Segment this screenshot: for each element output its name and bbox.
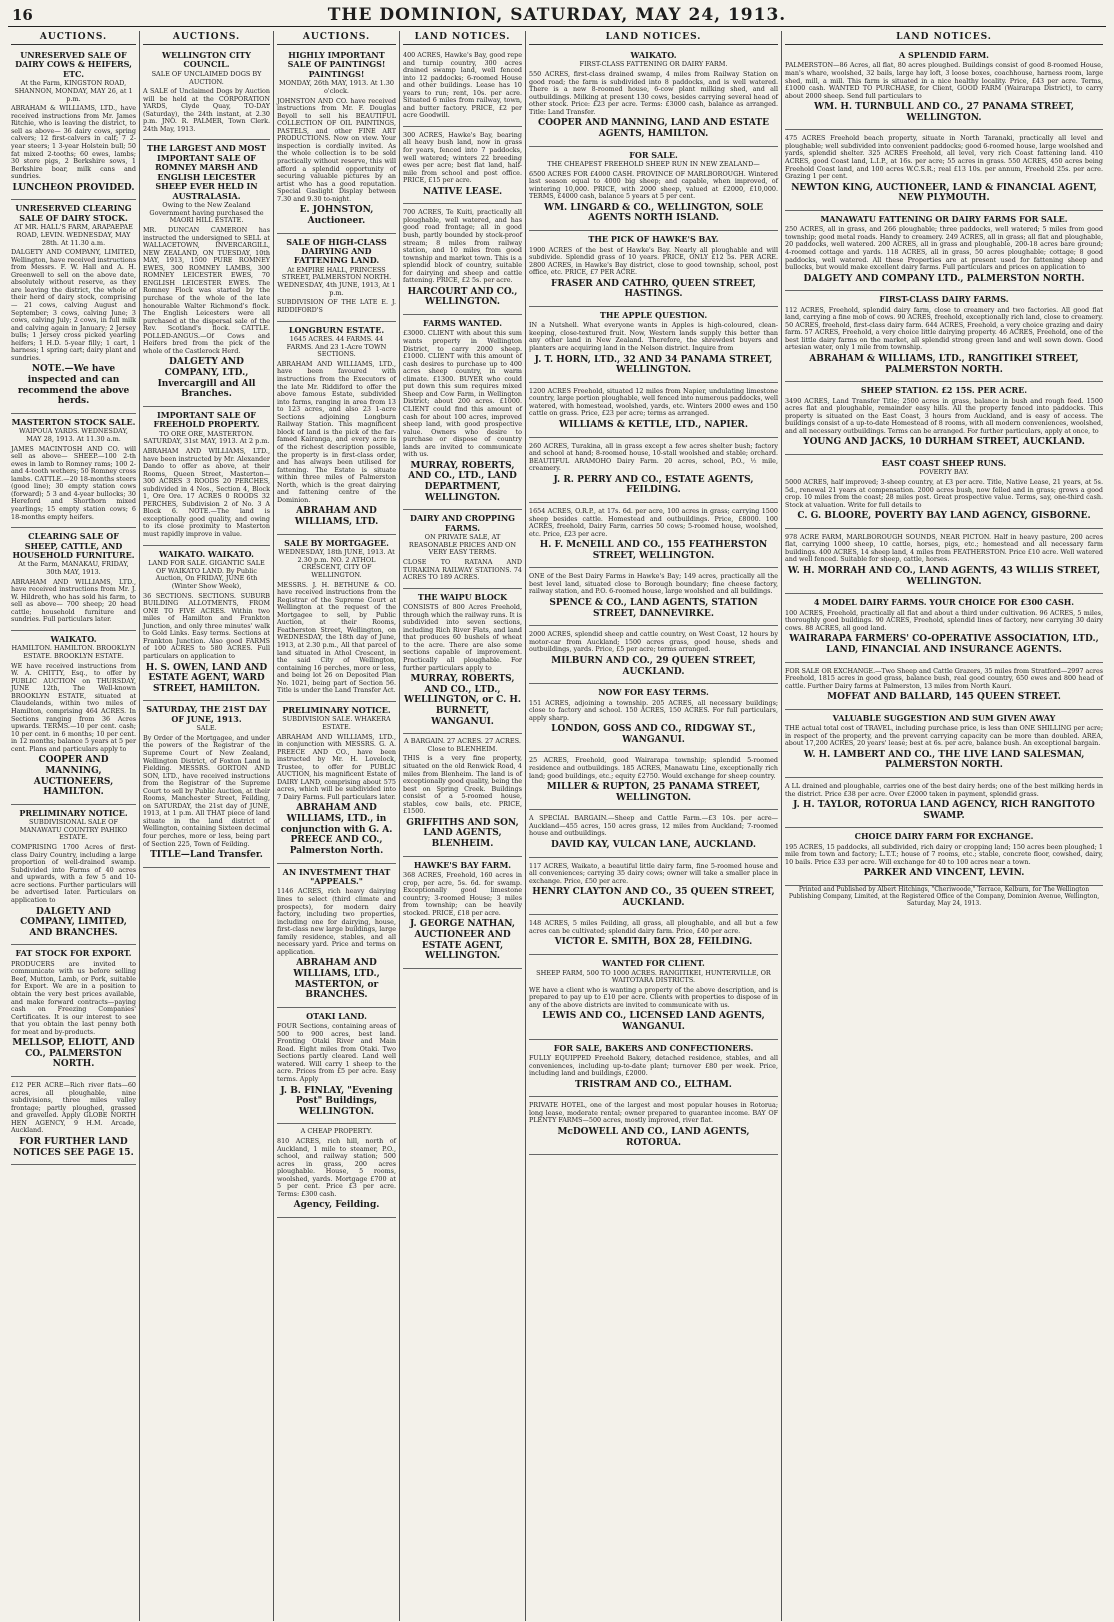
ad-heading: FOR SALE.	[629, 149, 678, 160]
advertisement	[529, 47, 778, 147]
ad-heading: DAIRY AND CROPPING FARMS.	[410, 513, 515, 533]
ad-subheading: ON PRIVATE SALE, AT REASONABLE PRICES AND ON VERY EASY TERMS.	[408, 533, 517, 557]
ad-heading: SATURDAY, THE 21ST DAY OF JUNE, 1913.	[146, 704, 267, 724]
ad-heading: VALUABLE SUGGESTION AND SUM GIVEN AWAY	[832, 712, 1056, 723]
advertisement	[277, 234, 396, 322]
advertisement	[529, 810, 778, 857]
advertisement	[277, 864, 396, 1008]
ad-heading: WANTED FOR CLIENT.	[602, 958, 705, 969]
page-number: 16	[12, 6, 33, 24]
advertisement	[785, 291, 1103, 382]
ad-body-text: 36 SECTIONS. SECTIONS. SUBURB BUILDING ALLOTMENTS, FROM ONE TO FIVE ACRES. Within two miles of Hamilton and Frankton Junction, and only three minutes' walk to Gold Links. Easy terms. Sections at Frankton Junction. Also good FARMS of 100 ACRES to 580 ACRES. Full particulars on application to	[143, 591, 270, 660]
ad-agent-name: ABRAHAM AND WILLIAMS, LTD.	[294, 506, 379, 527]
advertisement	[785, 778, 1103, 828]
ad-agent-name: H. S. OWEN, LAND AND ESTATE AGENT, WARD STREET, HAMILTON.	[145, 662, 268, 694]
ad-agent-name: MOFFAT AND BALLARD, 145 QUEEN STREET.	[827, 692, 1061, 703]
ad-body-text: 148 ACRES, 5 miles Feilding, all grass, all ploughable, and all but a few acres can be cultivated; splendid dairy farm. Price, £40 per acre.	[529, 919, 778, 935]
publisher-imprint: Printed and Published by Albert Hitchings, "Cheriwoode," Terrace, Kelburn, for The Wellington Publishing Company, Limited, at the Registered Office of the Company, Dominion Avenue, Wellington, Saturday, May 24, 1913.	[788, 886, 1100, 908]
advertisement	[143, 546, 270, 702]
ad-subheading: SHEEP FARM, 500 TO 1000 ACRES. RANGITIKEI, HUNTERVILLE, OR WAITOTARA DISTRICTS.	[536, 968, 771, 985]
ad-agent-name: H. F. McNEILL AND CO., 155 FEATHERSTON STREET, WELLINGTON.	[539, 540, 768, 561]
ad-heading: WAIKATO.	[630, 50, 677, 60]
ad-agent-name: ABRAHAM AND WILLIAMS, LTD., in conjunction with G. A. PREECE AND CO., Palmerston North.	[280, 803, 393, 856]
ad-agent-name: COOPER AND MANNING, AUCTIONEERS, HAMILTON.	[33, 755, 114, 798]
advertisement	[277, 1124, 396, 1218]
ad-heading: PRELIMINARY NOTICE.	[19, 807, 128, 818]
ad-body-text: 151 ACRES, adjoining a township. 205 ACRES, all necessary buildings; close to factory and school. 150 ACRES, 150 ACRES. For full particulars, apply sharp.	[529, 698, 778, 722]
advertisement	[529, 1097, 778, 1155]
advertisement	[785, 47, 1103, 130]
ad-body-text: JAMES MACINTOSH AND CO. will sell as above— SHEEP.—100 2-th ewes in lamb to Romney rams; 100 2-and 4-tooth wethers; 50 Romney cross lambs. CATTLE.—20 18-months steers (good line); 30 empty station cows (forward); 5 3 and 4-year bullocks; 30 Hereford and Shorthorn mixed yearlings; 15 empty station cows; 6 18-months empty heifers.	[11, 444, 136, 521]
ad-subheading: A CHEAP PROPERTY.	[300, 1127, 373, 1136]
advertisement	[11, 47, 136, 200]
ad-subheading: At the Farm, MANAKAU, FRIDAY, 30th MAY, 1913.	[18, 560, 129, 577]
ad-agent-name: WM. H. TURNBULL AND CO., 27 PANAMA STREET, WELLINGTON.	[814, 102, 1074, 123]
ad-body-text: ABRAHAM & WILLIAMS, LTD., have received instructions from Mr. James Ritchie, who is leaving the district, to sell as above— 36 dairy cows, spring calvers; 12 first-calvers in calf; 7 2-year steers; 1 3-year Holstein bull; 50 fat mixed 2-tooths; 60 ewes, lambs; 30 store pigs, 2 Berkshire sows, 1 Berkshire boar, milk cans and sundries.	[11, 104, 136, 181]
advertisement	[11, 1077, 136, 1165]
ad-body-text: 1200 ACRES Freehold, situated 12 miles from Napier, undulating limestone country, large portion ploughable, well fenced into numerous paddocks, well watered, with homestead, woolshed, yards, etc. Winters 2000 ewes and 150 cattle on grass. Price, £23 per acre; terms as arranged.	[529, 386, 778, 418]
advertisement	[11, 945, 136, 1077]
ad-agent-name: LEWIS AND CO., LICENSED LAND AGENTS, WANGANUI.	[542, 1011, 765, 1033]
advertisement	[785, 382, 1103, 455]
ad-agent-name: NEWTON KING, AUCTIONEER, LAND & FINANCIAL AGENT, NEW PLYMOUTH.	[791, 182, 1097, 204]
ad-body-text: DALGETY AND COMPANY, LIMITED, Wellington, have received instructions from Messrs. F. W. Hall and A. H. Greenwell to sell on the above date, absolutely without reserve, as they are leaving the district, the whole of their herd of dairy stock, comprising— 21 cows, calving August and September; 3 cows, calving June; 3 cows, calving July; 2 cows, in full milk and calving again in January; 2 Jersey bulls; 1 Jersey cross picked yearling heifers; 1 H.D. 5-year filly; 1 cart, 1 harness; 1 spring cart; dairy plant and sundries.	[11, 248, 136, 362]
ad-agent-name: FOR FURTHER LAND NOTICES SEE PAGE 15.	[13, 1136, 134, 1158]
ad-body-text: 1146 ACRES, rich heavy dairying lines to select (third climate and prospects), for modern dairy factory, including two properties, including one for dairying, house, first-class new large buildings, large family residence, stables, and all necessary yard. Price and terms on application.	[277, 887, 396, 956]
ad-agent-name: GRIFFITHS AND SON, LAND AGENTS, BLENHEIM.	[406, 817, 519, 850]
advertisement	[11, 631, 136, 805]
ad-body-text: ONE of the Best Dairy Farms in Hawke's Bay; 149 acres, practically all the best level land, situated close to Borough boundary; fine cheese factory, railway station, and P.O. 6-roomed house, large woolshed and all buildings.	[529, 572, 778, 596]
ad-body-text: FULLY EQUIPPED Freehold Bakery, detached residence, stables, and all conveniences, including up-to-date plant; turnover £80 per week. Price, including land and buildings, £2000.	[529, 1054, 778, 1078]
ad-body-text: FOR SALE OR EXCHANGE.—Two Sheep and Cattle Grazers, 35 miles from Stratford—2997 acres Freehold, 1815 acres in good grass, balance bush, real good country, 650 ewes and 800 head of cattle. Further Dairy farms at Palmerston, 13 miles from North Kauri.	[785, 666, 1104, 690]
column-6	[782, 31, 1106, 1621]
advertisement	[785, 663, 1103, 710]
advertisement	[785, 455, 1103, 529]
advertisement	[529, 626, 778, 684]
ad-agent-name: J. R. PERRY AND CO., ESTATE AGENTS, FEILDING.	[553, 474, 754, 496]
advertisement	[529, 147, 778, 232]
ad-agent-name: DALGETY AND COMPANY, LTD., Invercargill and All Branches.	[157, 357, 256, 400]
advertisement	[529, 383, 778, 438]
advertisement	[785, 594, 1103, 662]
ad-subheading: SALE OF UNCLAIMED DOGS BY AUCTION.	[151, 69, 262, 86]
advertisement	[529, 858, 778, 916]
ad-agent-name: E. JOHNSTON, Auctioneer.	[299, 205, 374, 226]
ad-body-text: 250 ACRES, all in grass, and 266 ploughable; three paddocks, well watered; 5 miles from good township; good metal roads. Handy to creamery. 249 ACRES, all in grass; all flat and ploughable, 20 paddocks, well watered. 200 ACRES, all in grass and ploughable, 200-18 acres bare ground; 4-roomed cottage and yards. 118 ACRES, all in grass, 50 acres ploughable; cottage; 8 good paddocks, well watered. All these Properties are at present used for fattening sheep and bullocks, but would make excellent dairy farms. Full particulars and prices on application to	[785, 225, 1103, 272]
advertisement	[403, 589, 522, 734]
ad-heading: FOR SALE, BAKERS AND CONFECTIONERS.	[553, 1042, 754, 1053]
ad-heading: FARMS WANTED.	[423, 318, 502, 329]
ad-subheading: SUBDIVISION SALE. WHAKERA ESTATE.	[282, 715, 391, 731]
ad-heading: SHEEP STATION. £2 15S. PER ACRE.	[860, 385, 1028, 396]
column-1	[8, 31, 140, 1621]
ad-heading: SALE OF HIGH-CLASS DAIRYING AND FATTENING LAND.	[286, 236, 387, 266]
ad-body-text: 25 ACRES, Freehold, good Wairarapa township; splendid 5-roomed residence and outbuildings. 185 ACRES, Manawatu Line, exceptionally rich land; good buildings, etc.; equity £2750. Would exchange for sheep country.	[529, 756, 778, 780]
column-heading: AUCTIONS.	[143, 31, 270, 45]
ad-body-text: 1654 ACRES, O.R.P., at 17s. 6d. per acre, 100 acres in grass; carrying 1500 sheep besides cattle. Homestead and outbuildings. Price, £8000. 100 ACRES, freehold, Dairy Farm, carries 50 cows; 5-roomed house, woolshed, etc. Price, £23 per acre.	[529, 506, 778, 538]
ad-agent-name: MILLER & RUPTON, 25 PANAMA STREET, WELLINGTON.	[546, 782, 761, 803]
advertisement	[529, 915, 778, 955]
ad-agent-name: LONDON, GOSS AND CO., RIDGWAY ST., WANGANUI.	[551, 724, 756, 745]
ad-agent-name: MURRAY, ROBERTS, AND CO., LTD., LAND DEPARTMENT, WELLINGTON.	[408, 460, 517, 503]
ad-heading: UNRESERVED SALE OF DAIRY COWS & HEIFERS, ETC.	[15, 50, 132, 79]
ad-body-text: 260 ACRES, Turakina, all in grass except a few acres shelter bush; factory and school at hand; 8-roomed house, 10-stall woolshed and stable; orchard. BEAUTIFUL ARAMOHO Dairy Farm. 20 acres, school, P.O., ½ mile, creamery.	[529, 441, 778, 473]
advertisement	[11, 414, 136, 528]
ad-agent-name: J. H. TAYLOR, ROTORUA LAND AGENCY, RICH RANGITOTO SWAMP.	[793, 800, 1095, 821]
ad-subheading: SALE.	[196, 724, 217, 733]
ad-agent-name: DALGETY AND COMPANY LTD., PALMERSTON NORTH.	[803, 273, 1085, 284]
ad-body-text: PRIVATE HOTEL, one of the largest and most popular houses in Rotorua; long lease, moderate rental; owner prepared to guarantee income. BAY OF PLENTY FARMS—500 acres, mostly improved, river flat.	[529, 1101, 778, 1125]
ad-heading: UNRESERVED CLEARING SALE OF DAIRY STOCK.	[15, 203, 132, 223]
ad-body-text: PRODUCERS are invited to communicate with us before selling Beef, Mutton, Lamb, or Pork, suitable for Export. We are in a position to obtain the very best prices available, and make forward contracts—paying cash on Freezing Companies' Certificates. It is our interest to see that you obtain the last penny both for meat and by-products.	[11, 959, 136, 1036]
advertisement	[403, 47, 522, 127]
ad-heading: LONGBURN ESTATE.	[288, 324, 385, 335]
ad-subheading: FIRST-CLASS FATTENING OR DAIRY FARM.	[579, 60, 728, 69]
ad-heading: AN INVESTMENT THAT "APPEALS."	[282, 866, 391, 886]
ad-body-text: 1900 ACRES of the best of Hawke's Bay. Nearly all ploughable and will subdivide. Splendid grass of 10 years. PRICE, ONLY £12 5s. PER ACRE. 2800 ACRES, in Hawke's Bay district, close to good township, school, post office, etc. PRICE, £7 PER ACRE.	[529, 245, 778, 277]
ad-body-text: 3490 ACRES, Land Transfer Title; 2500 acres in grass, balance in bush and rough feed. 1500 acres flat and ploughable, remainder easy hills. All the property fenced into paddocks. This property is situated on the East Coast, 3 hours from Auckland, and is easy of access. The buildings consist of a up-to-date Homestead of 8 rooms, with all modern conveniences, woolshed, and all necessary outbuildings. Terms can be arranged. For further particulars, apply at once, to	[785, 396, 1103, 435]
advertisement	[277, 1008, 396, 1125]
column-heading: LAND NOTICES.	[529, 31, 778, 45]
ad-subheading: HAMILTON. HAMILTON. BROOKLYN ESTATE. BROOKLYN ESTATE.	[11, 644, 136, 661]
ad-agent-name: NOTE.—We have inspected and can recommend the above herds.	[17, 364, 130, 407]
advertisement	[529, 955, 778, 1040]
ad-heading: PRELIMINARY NOTICE.	[282, 704, 391, 715]
ad-body-text: THIS is a very fine property, situated on the old Renwick Road, 4 miles from Blenheim. The land is of exceptionally good quality, being the best on Spring Creek. Buildings consist of a 5-roomed house, stables, cow bails, etc. PRICE, £1500.	[403, 754, 522, 816]
ad-subheading: At EMPIRE HALL, PRINCESS STREET, PALMERSTON NORTH. WEDNESDAY, 4th JUNE, 1913, At 1 p.m.	[277, 265, 396, 297]
ad-heading: MASTERTON STOCK SALE.	[11, 416, 136, 427]
advertisement	[403, 127, 522, 204]
ad-body-text: IN a Nutshell. What everyone wants in Apples is high-coloured, clean-keeping, close-textured fruit. Now, Western lands supply this better than any other land in New Zealand. Therefore, the shrewdest buyers and planters are acquiring land in the Nelson district. Inquire from	[529, 321, 778, 353]
ad-body-text: £3000. CLIENT with about this sum wants property in Wellington District, to carry 2000 sheep. £1000. CLIENT with this amount of cash desires to purchase up to 400 acres sheep country, in warm climate. £1300. BUYER who could put down this sum requires mixed Sheep and Cow Farm, in Wellington District; about 200 acres. £1000. CLIENT could find this amount of cash for about 100 acres, improved sheep land, with good prospective value. Owners who desire to purchase or dispose of country lands are invited to communicate with us.	[403, 329, 522, 459]
advertisement	[277, 322, 396, 535]
advertisement	[11, 805, 136, 946]
ad-heading: WELLINGTON CITY COUNCIL.	[161, 50, 251, 70]
ad-heading: SALE BY MORTGAGEE.	[284, 537, 389, 548]
ad-body-text: 700 ACRES, Te Kuiti, practically all ploughable, well watered, and has good road frontage; all in good bush, partly bounded by stock-proof stream; 8 miles from railway station, and 10 miles from good township and market town. This is a splendid block of country, suitable for dairying and sheep and cattle fattening. PRICE, £2 5s. per acre.	[403, 208, 522, 285]
advertisement	[403, 734, 522, 857]
ad-subheading: POVERTY BAY.	[919, 468, 969, 477]
advertisement	[143, 140, 270, 406]
advertisement	[143, 407, 270, 546]
ad-subheading: WAIPOUA YARDS. WEDNESDAY, MAY 28, 1913. At 11.30 a.m.	[19, 427, 128, 443]
ad-body-text: ABRAHAM AND WILLIAMS, LTD., in conjunction with MESSRS. G. A. PREECE AND CO., have been instructed by Mr. H. Lovelock, Trustee, to offer for PUBLIC AUCTION, his magnificent Estate of DAIRY LAND, comprising about 575 acres, which will be subdivided into 7 Dairy Farms. Full particulars later.	[277, 732, 396, 801]
ad-body-text: A SPECIAL BARGAIN.—Sheep and Cattle Farm.—£3 10s. per acre—Auckland—455 acres, 150 acres grass, 12 miles from Auckland; 7-roomed house and outbuildings.	[529, 814, 778, 838]
ad-subheading: At the Farm, KINGSTON ROAD, SHANNON, MONDAY, MAY 26, at 1 p.m.	[14, 79, 133, 103]
ad-body-text: WE have a client who is wanting a property of the above description, and is prepared to pay up to £10 per acre. Clients with properties to dispose of in any of the above districts are invited to communicate with us.	[529, 985, 778, 1009]
ad-subheading: 1645 ACRES. 44 FARMS. 44 FARMS. And 23 1-Acre TOWN SECTIONS.	[286, 334, 387, 359]
ad-subheading: Owing to the New Zealand Government having purchased the MAORI HILL ESTATE.	[149, 201, 264, 225]
ad-body-text: ABRAHAM AND WILLIAMS, LTD., have been favoured with instructions from the Executors of the late Mr. Riddiford to offer the above famous Estate, subdivided into farms, ranging in area from 13 to 123 acres, and also 23 1-acre Sections adjoining Longburn Railway Station. This magnificent block of land is the pick of the far-famed Kairanga, and every acre is of the richest description possible, the property is in first-class order, and has always been utilised for fattening. The Estate is situate within three miles of Palmerston North, which is the great dairying and fattening centre of the Dominion.	[277, 359, 396, 504]
advertisement	[529, 568, 778, 626]
ad-agent-name: ABRAHAM & WILLIAMS, LTD., RANGITIKEI STREET, PALMERSTON NORTH.	[809, 353, 1079, 375]
advertisement	[529, 307, 778, 383]
ad-body-text: PALMERSTON—86 Acres, all flat, 80 acres ploughed. Buildings consist of good 8-roomed House, man's whare, woolshed, 32 bails, large hay loft, 3 loose boxes, coachhouse, harness room, large shed, mill, a mill. This farm is situated in a nice healthy locality. Price, £43 per acre. Terms, £1000 cash. WANTED TO PURCHASE, for Client, GOOD FARM (Wairarapa District), to carry about 2000 sheep. Send full particulars to	[785, 61, 1103, 100]
ad-heading: THE PICK OF HAWKE'S BAY.	[588, 234, 719, 245]
ad-heading: WAIKATO.	[50, 633, 97, 644]
ad-body-text: CLOSE TO RATANA AND TURAKINA RAILWAY STATIONS. 74 ACRES TO 189 ACRES.	[403, 558, 522, 582]
ad-agent-name: HENRY CLAYTON AND CO., 35 QUEEN STREET, AUCKLAND.	[532, 887, 775, 908]
ad-body-text: 550 ACRES, first-class drained swamp, 4 miles from Railway Station on good road; the farm is subdivided into 8 paddocks, and is well watered. There is a new 8-roomed house, 6-cow plant milking shed, and all outbuildings. Milking at present 130 cows, besides carrying several head of other stock. Price: £23 per acre. Terms: £3000 cash, balance as arranged. Title: Land Transfer.	[529, 70, 778, 116]
advertisement	[785, 529, 1103, 594]
ad-subheading: WEDNESDAY, 18th JUNE, 1913. At 2.30 p.m. NO. 2 ATHOL CRESCENT, CITY OF WELLINGTON.	[278, 547, 395, 579]
ad-agent-name: YOUNG AND JACKS, 10 DURHAM STREET, AUCKLAND.	[803, 437, 1085, 448]
ad-heading: 4 MODEL DAIRY FARMS. YOUR CHOICE FOR £300 CASH.	[813, 597, 1075, 608]
advertisement	[11, 528, 136, 631]
column-heading: AUCTIONS.	[11, 31, 136, 45]
advertisement	[529, 438, 778, 503]
ad-body-text: By Order of the Mortgagee, and under the powers of the Registrar of the Supreme Court of New Zealand, Wellington District, of Foxton Land in Fielding. MESSRS. GORTON AND SON, LTD., have received instructions from the Registrar of the Supreme Court to sell by Public Auction, at their Rooms, Manchester Street, Feilding, on SATURDAY, the 21st day of JUNE, 1913, at 1 p.m. All THAT piece of land situate in the land district of Wellington, containing Sixteen decimal four perches, more or less, being part of Section 225, Town of Feilding.	[143, 733, 270, 848]
ad-body-text: 978 ACRE FARM, MARLBOROUGH SOUNDS, NEAR PICTON. Half in heavy pasture, 200 acres flat, carrying 1000 sheep, 10 cattle, horses, pigs, etc.; homestead and all necessary farm buildings. 400 ACRES, 14 sheep land, 4 miles from FEATHERSTON. Price £10 acre. Well watered and well fenced. Suitable for sheep, cattle, horses.	[785, 532, 1103, 564]
ad-heading: IMPORTANT SALE OF FREEHOLD PROPERTY.	[153, 409, 260, 430]
advertisement	[403, 510, 522, 588]
ad-body-text: A LL drained and ploughable, carries one of the best dairy herds; one of the best milking herds in the district. Price £38 per acre. Over £2000 taken in payment, splendid grass.	[785, 782, 1103, 798]
ad-agent-name: WAIRARAPA FARMERS' CO-OPERATIVE ASSOCIATION, LTD., LAND, FINANCIAL AND INSURANCE AGENTS.	[789, 634, 1099, 655]
ad-body-text: 475 ACRES Freehold beach property, situate in North Taranaki, practically all level and ploughable; well subdivided into convenient paddocks; good 6-roomed house, large woolshed and yards, splendid shelter. 325 ACRES Freehold, all level, very rich Coast fattening land. 410 ACRES, good Coast land, L.I.P., at 16s. per acre; 55 acres in grass. 550 ACRES, 450 acres being Freehold Coast land, and 100 acres W.C.S.R.; real £13 10s. per annum, Freehold 25s. per acre. Grazing 1 per cent.	[785, 134, 1103, 181]
column-heading: AUCTIONS.	[277, 31, 396, 45]
ad-subheading: AT MR. HALL'S FARM, ARAPAEPAE ROAD, LEVIN. WEDNESDAY, MAY 28th. At 11.30 a.m.	[14, 223, 133, 247]
advertisement	[403, 204, 522, 315]
ad-agent-name: SPENCE & CO., LAND AGENTS, STATION STREET, DANNEVIRKE.	[549, 598, 758, 619]
ad-subheading: SUBDIVISIONAL SALE OF MANAWATU COUNTRY PAHIKO ESTATE.	[19, 818, 128, 842]
ad-body-text: 400 ACRES, Hawke's Bay, good repe and turnip country, 300 acres drained swamp land, well fenced into 12 paddocks; 6-roomed House and other buildings. Lease has 10 years to run; rent, 10s. per acre. Situated 6 miles from railway, town, and butter factory. PRICE, £2 per acre Goodwill.	[403, 51, 522, 120]
ad-heading: OTAKI LAND.	[306, 1010, 367, 1021]
column-3	[274, 31, 400, 1621]
ad-agent-name: Agency, Feilding.	[293, 1200, 380, 1211]
advertisement	[785, 211, 1103, 291]
masthead	[8, 4, 1106, 27]
ad-agent-name: WILLIAMS & KETTLE, LTD., NAPIER.	[558, 419, 749, 430]
advertisement	[277, 535, 396, 702]
ad-subheading: THE CHEAPEST FREEHOLD SHEEP RUN IN NEW ZEALAND—	[547, 160, 760, 169]
ad-subheading: TO ORE ORE, MASTERTON. SATURDAY, 31st MAY, 1913. At 2 p.m.	[143, 429, 270, 446]
ad-agent-name: MELLSOP, ELIOTT, AND CO., PALMERSTON NORTH.	[12, 1038, 135, 1070]
advertisement	[403, 857, 522, 969]
ad-heading: MANAWATU FATTENING OR DAIRY FARMS FOR SALE.	[820, 213, 1068, 224]
advertisement	[785, 710, 1103, 778]
ad-agent-name: J. T. HORN, LTD., 32 AND 34 PANAMA STREET, WELLINGTON.	[534, 354, 773, 376]
ad-body-text: £12 PER ACRE—Rich river flats—60 acres, all ploughable, nine subdivisions, three miles valley frontage; partly ploughed, grassed and gravelled. Apply GLOBE NORTH HEN AGENCY, 9 H.M. Arcade, Auckland.	[11, 1081, 136, 1135]
advertisement	[529, 503, 778, 568]
ad-body-text: 368 ACRES, Freehold, 160 acres in crop, per acre, 5s. 6d. for swamp. Exceptionally good limestone country; 3-roomed House; 3 miles from township; can be heavily stocked. PRICE, £18 per acre.	[403, 871, 522, 917]
ad-agent-name: W. H. MORRAH AND CO., LAND AGENTS, 43 WILLIS STREET, WELLINGTON.	[787, 566, 1101, 587]
column-4	[400, 31, 526, 1621]
ad-body-text: 195 ACRES, 15 paddocks, all subdivided, rich dairy or cropping land; 150 acres been ploughed; 1 mile from town and factory; L.T.T.; house of 7 rooms, etc.; stable, concrete floor, cowshed, dairy, 10 bails. Price £33 per acre. Will exchange for 40 to 100 acres near a town.	[785, 842, 1103, 866]
ad-heading: EAST COAST SHEEP RUNS.	[881, 457, 1007, 468]
ad-body-text: MR. DUNCAN CAMERON has instructed the undersigned to SELL at WALLACETOWN, INVERCARGILL, NEW ZEALAND, ON TUESDAY, 10th MAY, 1913, 1500 PURE ROMNEY EWES, 300 ROMNEY LAMBS, 300 ROMNEY LEICESTER EWES, 70 ENGLISH LEICESTER EWES. The Romney Flock was started by the purchase of the whole of the late honourable Walter Richmond's flock. The English Leicesters were all purchased at the dispersal sale of the Rev. Scotland's flock. CATTLE. POLLED-ANGUS.—Of Cows and Heifers bred from the pick of the whole of the Castlerock Herd.	[143, 226, 270, 355]
ad-heading: CHOICE DAIRY FARM FOR EXCHANGE.	[854, 831, 1034, 842]
advertisement	[11, 200, 136, 413]
advertisement	[785, 130, 1103, 211]
ad-body-text: 5000 ACRES, half improved; 3-sheep country, at £3 per acre. Title, Native Lease, 21 years, at 5s. 5d., renewal 21 years at compensation. 2000 acres bush, now felled and in grass; grows a good crop. 10 miles from the coast; 28 miles post. Great prospective value. Terms, say, one-third cash. Stock at valuation. Write for full details to	[785, 478, 1103, 509]
ad-subheading: A BARGAIN. 27 ACRES. 27 ACRES. Close to BLENHEIM.	[404, 737, 521, 753]
ad-agent-name: COOPER AND MANNING, LAND AND ESTATE AGENTS, HAMILTON.	[538, 118, 769, 139]
ad-agent-name: PARKER AND VINCENT, LEVIN.	[863, 868, 1025, 879]
advertisement	[529, 752, 778, 810]
advertisement	[529, 1040, 778, 1098]
ad-body-text: FOUR Sections, containing areas of 500 to 900 acres, best land. Fronting Otaki River and Main Road. Eight miles from Otaki. Two Sections partly cleared. Land well watered. Will carry 1 sheep to the acre. Prices from £5 per acre. Easy terms. Apply	[277, 1022, 396, 1084]
ad-body-text: MESSRS. J. H. BETHUNE & CO. have received instructions from the Registrar of the Supreme Court at Wellington at the request of the Mortgagee to sell, by Public Auction, at their Rooms, Featherston Street, Wellington, on WEDNESDAY, the 18th day of June, 1913, at 2.30 p.m., All that parcel of land situated in Athol Crescent, in the said City of Wellington, containing 16 perches, more or less, and being lot 26 on Deposited Plan No. 1021, being part of Section 56. Title is under the Land Transfer Act.	[277, 580, 396, 695]
ad-heading: THE WAIPU BLOCK	[417, 591, 508, 602]
ad-agent-name: C. G. BLOORE, POVERTY BAY LAND AGENCY, GISBORNE.	[797, 511, 1091, 522]
ad-agent-name: LUNCHEON PROVIDED.	[12, 182, 135, 193]
ad-heading: CLEARING SALE OF SHEEP, CATTLE, AND HOUSEHOLD FURNITURE.	[12, 531, 135, 560]
column-2	[140, 31, 274, 1621]
column-5	[526, 31, 782, 1621]
ad-body-text: JOHNSTON AND CO. have received instructions from Mr. F. Douglas Beyoll to sell his BEAUTIFUL COLLECTION OF OIL PAINTINGS, PASTELS, and other FINE ART PRODUCTIONS. Now on view. Your inspection is cordially invited. As the whole collection is to be sold practically without reserve, this will afford a splendid opportunity of securing valuable pictures by an artist who has a good reputation. Special Gaslight Display between 7.30 and 9.30 to-night.	[277, 96, 396, 203]
ad-agent-name: VICTOR E. SMITH, BOX 28, FEILDING.	[554, 937, 753, 948]
ad-heading: A SPLENDID FARM.	[899, 50, 989, 60]
ad-subheading: MONDAY, 26th MAY, 1913. At 1.30 o'clock.	[278, 79, 395, 95]
advertisement	[143, 47, 270, 140]
ad-body-text: 2000 ACRES, splendid sheep and cattle country, on West Coast, 12 hours by motor-car from Auckland; 1500 acres grass, good house, sheds and outbuildings, yards. Price, £5 per acre; terms arranged.	[529, 630, 778, 654]
advertisement	[785, 828, 1103, 886]
ad-body-text: 6500 ACRES FOR £4000 CASH. PROVINCE OF MARLBOROUGH. Wintered last season equal to 4000 big sheep; and capable, when improved, of wintering 10,000. PRICE, with 2000 sheep, valued at £2000, £10,000. TERMS, £4000 cash, balance 5 years at 5 per cent.	[529, 169, 778, 201]
ad-body-text: WE have received instructions from W. A. CHITTY, Esq., to offer by PUBLIC AUCTION on THURSDAY, JUNE 12th, The Well-known BROOKLYN ESTATE, situated at Claudelands, within two miles of Hamilton, comprising 464 ACRES. In Sections ranging from 36 Acres upwards. TERMS.—10 per cent. cash; 10 per cent. in 6 months; 10 per cent. in 12 months; balance 5 years at 5 per cent. Plans and particulars apply to	[11, 661, 136, 753]
advertisement	[277, 47, 396, 234]
ad-agent-name: ABRAHAM AND WILLIAMS, LTD., MASTERTON, or BRANCHES.	[293, 958, 380, 1001]
ad-body-text: CONSISTS of 800 Acres Freehold, through which the railway runs. It is subdivided into seven sections, including Rich River Flats, and land that produces 60 bushels of wheat to the acre. There are also some sections capable of improvement. Practically all ploughable. For further particulars apply to	[403, 603, 522, 672]
ad-agent-name: J. GEORGE NATHAN, AUCTIONEER AND ESTATE AGENT, WELLINGTON.	[409, 919, 516, 962]
advertisement	[529, 231, 778, 307]
ad-body-text: COMPRISING 1700 Acres of first-class Dairy Country, including a large proportion of well-drained swamp. Subdivided into Farms of 40 acres and upwards, with a few 5 and 10-acre sections. Further particulars will be advertised later. Particulars on application to	[11, 843, 136, 904]
ad-body-text: A SALE of Unclaimed Dogs by Auction will be held at the CORPORATION YARDS, Clyde Quay, TO-DAY (Saturday), the 24th instant, at 2.30 p.m. JNO. R. PALMER, Town Clerk. 24th May, 1913.	[143, 87, 270, 133]
ad-body-text: 117 ACRES, Waikato, a beautiful little dairy farm, fine 5-roomed house and all conveniences; carrying 35 dairy cows; owner will take a smaller place in exchange. Price, £50 per acre.	[529, 861, 778, 885]
ad-agent-name: W. H. LAMBERT AND CO., THE LIVE LAND SALESMAN, PALMERSTON NORTH.	[803, 749, 1085, 771]
ad-agent-name: HARCOURT AND CO., WELLINGTON.	[407, 286, 518, 308]
ad-agent-name: McDOWELL AND CO., LAND AGENTS, ROTORUA.	[557, 1127, 750, 1148]
ad-heading: FIRST-CLASS DAIRY FARMS.	[879, 294, 1009, 305]
ad-heading: HIGHLY IMPORTANT SALE OF PAINTINGS! PAINTINGS!	[287, 50, 386, 79]
ad-body-text: 300 ACRES, Hawke's Bay, bearing all heavy bush land, now in grass for years, fenced into 7 paddocks, well watered; winters 22 breeding ewes per acre; best flat land, half-mile from school and post office. PRICE, £15 per acre.	[403, 130, 522, 185]
ad-agent-name: DAVID KAY, VULCAN LANE, AUCKLAND.	[550, 839, 757, 850]
ad-heading: THE APPLE QUESTION.	[599, 309, 708, 320]
ad-agent-name: TITLE—Land Transfer.	[150, 850, 263, 861]
advertisement	[403, 315, 522, 510]
column-heading: LAND NOTICES.	[403, 31, 522, 45]
ad-heading: WAIKATO. WAIKATO.	[159, 548, 254, 559]
ad-heading: HAWKE'S BAY FARM.	[413, 859, 512, 870]
ad-agent-name: DALGETY AND COMPANY, LIMITED, AND BRANCHES.	[20, 906, 127, 938]
column-heading: LAND NOTICES.	[785, 31, 1103, 45]
ad-body-text: 112 ACRES, Freehold, splendid dairy farm, close to creamery and two factories. All good flat land, carrying a fine mob of cows. 90 ACRES, freehold, exceptionally rich land, close to creamery. 50 ACRES, freehold, first-class dairy farm. 644 ACRES, Freehold, a very choice grazing and dairy farm. 57 ACRES, Freehold, a very choice little dairying property. 46 ACRES, Freehold, one of the best little dairy farms on the market, all splendid strong green land and well sown down. Good artesian water, only 1 mile from township.	[785, 305, 1103, 352]
ad-body-text: ABRAHAM AND WILLIAMS, LTD., have been instructed by Mr. Alexander Dando to offer as above, at their Rooms, Queen Street, Masterton— 300 ACRES 3 ROODS 20 PERCHES, subdivided in 4 Nos., Section 4, Block 1, Ore Ore. 17 ACRES 0 ROODS 32 PERCHES, Subdivision 2 of No. 3 A Block 6. NOTE.—The land is exceptionally good quality, and owing to its close proximity to Masterton must rapidly improve in value.	[143, 446, 270, 538]
ad-heading: THE LARGEST AND MOST IMPORTANT SALE OF ROMNEY MARSH AND ENGLISH LEICESTER SHEEP EVER HELD IN AUSTRALASIA.	[146, 143, 267, 201]
ad-body-text: ABRAHAM AND WILLIAMS, LTD., have received instructions from Mr. J. W. Hildreth, who has sold his farm, to sell as above— 700 sheep; 20 head cattle; household furniture and sundries. Full particulars later.	[11, 577, 136, 624]
ad-agent-name: TRISTRAM AND CO., ELTHAM.	[575, 1079, 732, 1090]
ad-body-text: 810 ACRES, rich hill, north of Auckland, 1 mile to steamer, P.O., school, and railway station; 500 acres in grass, 200 acres ploughable. House, 5 rooms, woolshed, yards. Mortgage £700 at 5 per cent. Price £3 per acre. Terms: £300 cash.	[277, 1137, 396, 1198]
ad-agent-name: NATIVE LEASE.	[422, 186, 503, 197]
ad-agent-name: WM. LINGARD & CO., WELLINGTON, SOLE AGENTS NORTH ISLAND.	[543, 202, 764, 224]
ad-agent-name: MURRAY, ROBERTS, AND CO., LTD., WELLINGTON, or C. H. BURNETT, WANGANUI.	[404, 674, 521, 727]
advertisement	[143, 701, 270, 867]
ad-body-text: THE actual total cost of TRAVEL, including purchase price, is less than ONE SHILLING per acre; in respect of the property, and the prevent carrying capacity can be more than doubled. AREA, about 17,200 ACRES, 20 years' lease; best at 6s. per acre, balance bush. An exceptional bargain.	[785, 724, 1103, 748]
ad-agent-name: FRASER AND CATHRO, QUEEN STREET, HASTINGS.	[551, 278, 756, 300]
ad-body-text: 100 ACRES, Freehold, practically all flat and about a third under cultivation. 96 ACRES, 5 miles, thoroughly good buildings. 90 ACRES, Freehold, splendid lines of factory, new carrying 30 dairy cows. 88 ACRES, all good land.	[785, 608, 1103, 632]
ad-subheading: LAND FOR SALE. GIGANTIC SALE OF WAIKATO LAND. By Public Auction, On FRIDAY, JUNE 6th (Winter Show Week),	[148, 558, 265, 590]
advertisement	[277, 702, 396, 864]
ad-heading: FAT STOCK FOR EXPORT.	[15, 948, 132, 959]
columns	[8, 31, 1106, 1621]
ad-agent-name: J. B. FINLAY, "Evening Post" Buildings, WELLINGTON.	[280, 1085, 393, 1117]
ad-heading: NOW FOR EASY TERMS.	[598, 687, 709, 698]
advertisement	[529, 684, 778, 752]
page-title: THE DOMINION, SATURDAY, MAY 24, 1913.	[327, 5, 787, 25]
ad-agent-name: MILBURN AND CO., 29 QUEEN STREET, AUCKLAND.	[551, 655, 756, 677]
ad-body-text: SUBDIVISION OF THE LATE E. J. RIDDIFORD'S	[277, 298, 396, 314]
